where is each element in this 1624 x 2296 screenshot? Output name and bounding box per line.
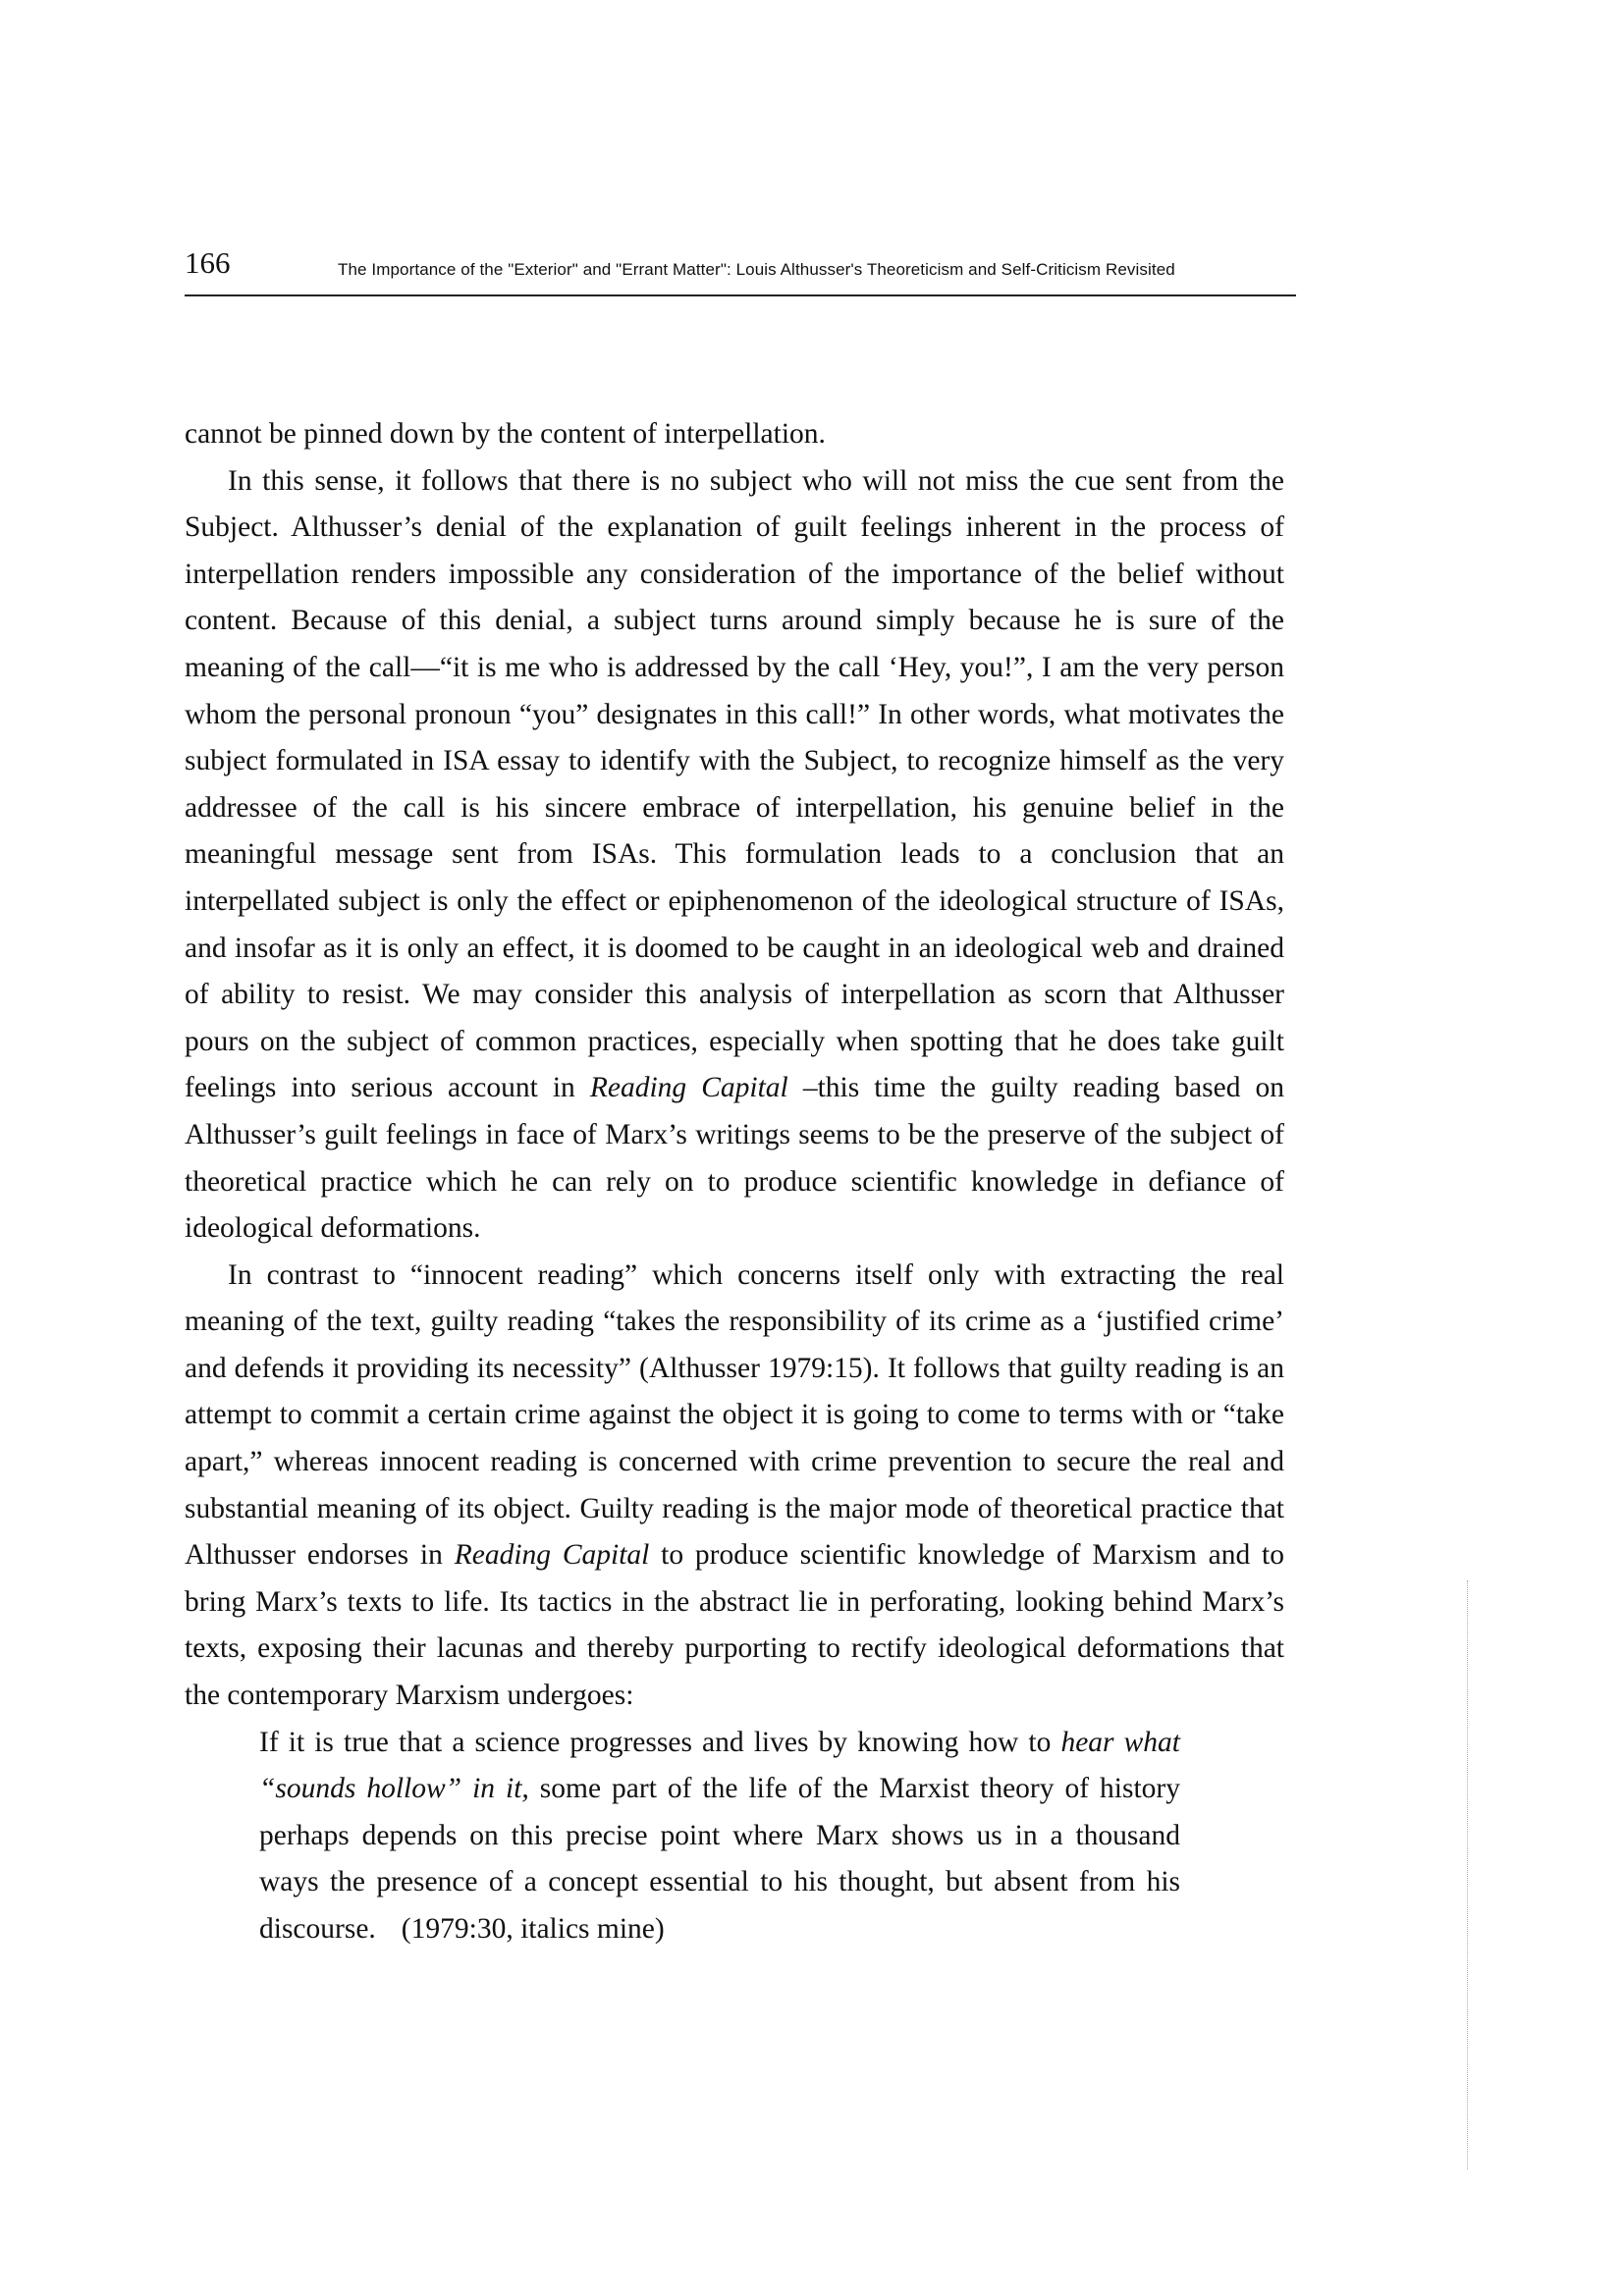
quote-italic: hear what “sounds hollow” in it, — [259, 1726, 1180, 1805]
running-title: The Importance of the "Exterior" and "Errant Matter": Louis Althusser's Theoreticism and Self-Criticism Revisited — [338, 260, 1175, 279]
paragraph-text-end: to produce scientific knowledge of Marxism and to bring Marx’s texts to life. Its tactics in the abstract lie in perforating, looking behind Marx’s texts, exposing their lacunas and thereby purporting to rectify ideological deformations that the contemporary Marxism undergoes: — [185, 1539, 1284, 1712]
book-title-italic: Reading Capital — [454, 1539, 650, 1572]
body-text — [185, 411, 1284, 1953]
paragraph-continued: cannot be pinned down by the content of interpellation. — [185, 418, 826, 450]
scan-margin-mark — [1467, 1580, 1468, 2169]
block-quote — [259, 1720, 1180, 1953]
paragraph-text-end: –this time the guilty reading based on Althusser’s guilt feelings in face of Marx’s writings seems to be the preserve of the subject of theoretical practice which he can rely on to produce scientific knowledge in defiance of ideological deformations. — [185, 1072, 1285, 1245]
quote-text: If it is true that a science progresses and lives by knowing how to — [259, 1726, 1052, 1758]
page-number: 166 — [185, 245, 231, 280]
book-title-italic: Reading Capital — [589, 1072, 788, 1104]
paragraph-text: In contrast to “innocent reading” which concerns itself only with extracting the real meaning of the text, guilty reading “takes the responsibility of its crime as a ‘justified crime’ and defends it providing its necessity” (Althusser 1979:15). It follows that guilty reading is an attempt to commit a certain crime against the object it is going to come to terms with or “take apart,” whereas innocent reading is concerned with crime prevention to secure the real and substantial meaning of its object. Guilty reading is the major mode of theoretical practice that Althusser endorses in — [185, 1258, 1284, 1572]
running-header — [185, 245, 1296, 296]
quote-citation: (1979:30, italics mine) — [401, 1913, 665, 1945]
quote-text-end: some part of the life of the Marxist theory of history perhaps depends on this precise point where Marx shows us in a thousand ways the presence of a concept essential to his thought, but absent from his discourse. — [259, 1773, 1180, 1945]
paragraph-text: In this sense, it follows that there is no subject who will not miss the cue sent from the Subject. Althusser’s denial of the explanation of guilt feelings inherent in the process of interpellation renders impossible any consideration of the importance of the belief without content. Because of this denial, a subject turns around simply because he is sure of the meaning of the call—“it is me who is addressed by the call ‘Hey, you!”, I am the very person whom the personal pronoun “you” designates in this call!” In other words, what motivates the subject formulated in ISA essay to identify with the Subject, to recognize himself as the very addressee of the call is his sincere embrace of interpellation, his genuine belief in the meaningful message sent from ISAs. This formulation leads to a conclusion that an interpellated subject is only the effect or epiphenomenon of the ideological structure of ISAs, and insofar as it is only an effect, it is doomed to be caught in an ideological web and drained of ability to resist. We may consider this analysis of interpellation as scorn that Althusser pours on the subject of common practices, especially when spotting that he does take guilt feelings into serious account in — [185, 464, 1284, 1104]
paragraph-guilty-reading — [185, 1253, 1284, 1720]
paragraph-interpellation — [185, 458, 1284, 1253]
